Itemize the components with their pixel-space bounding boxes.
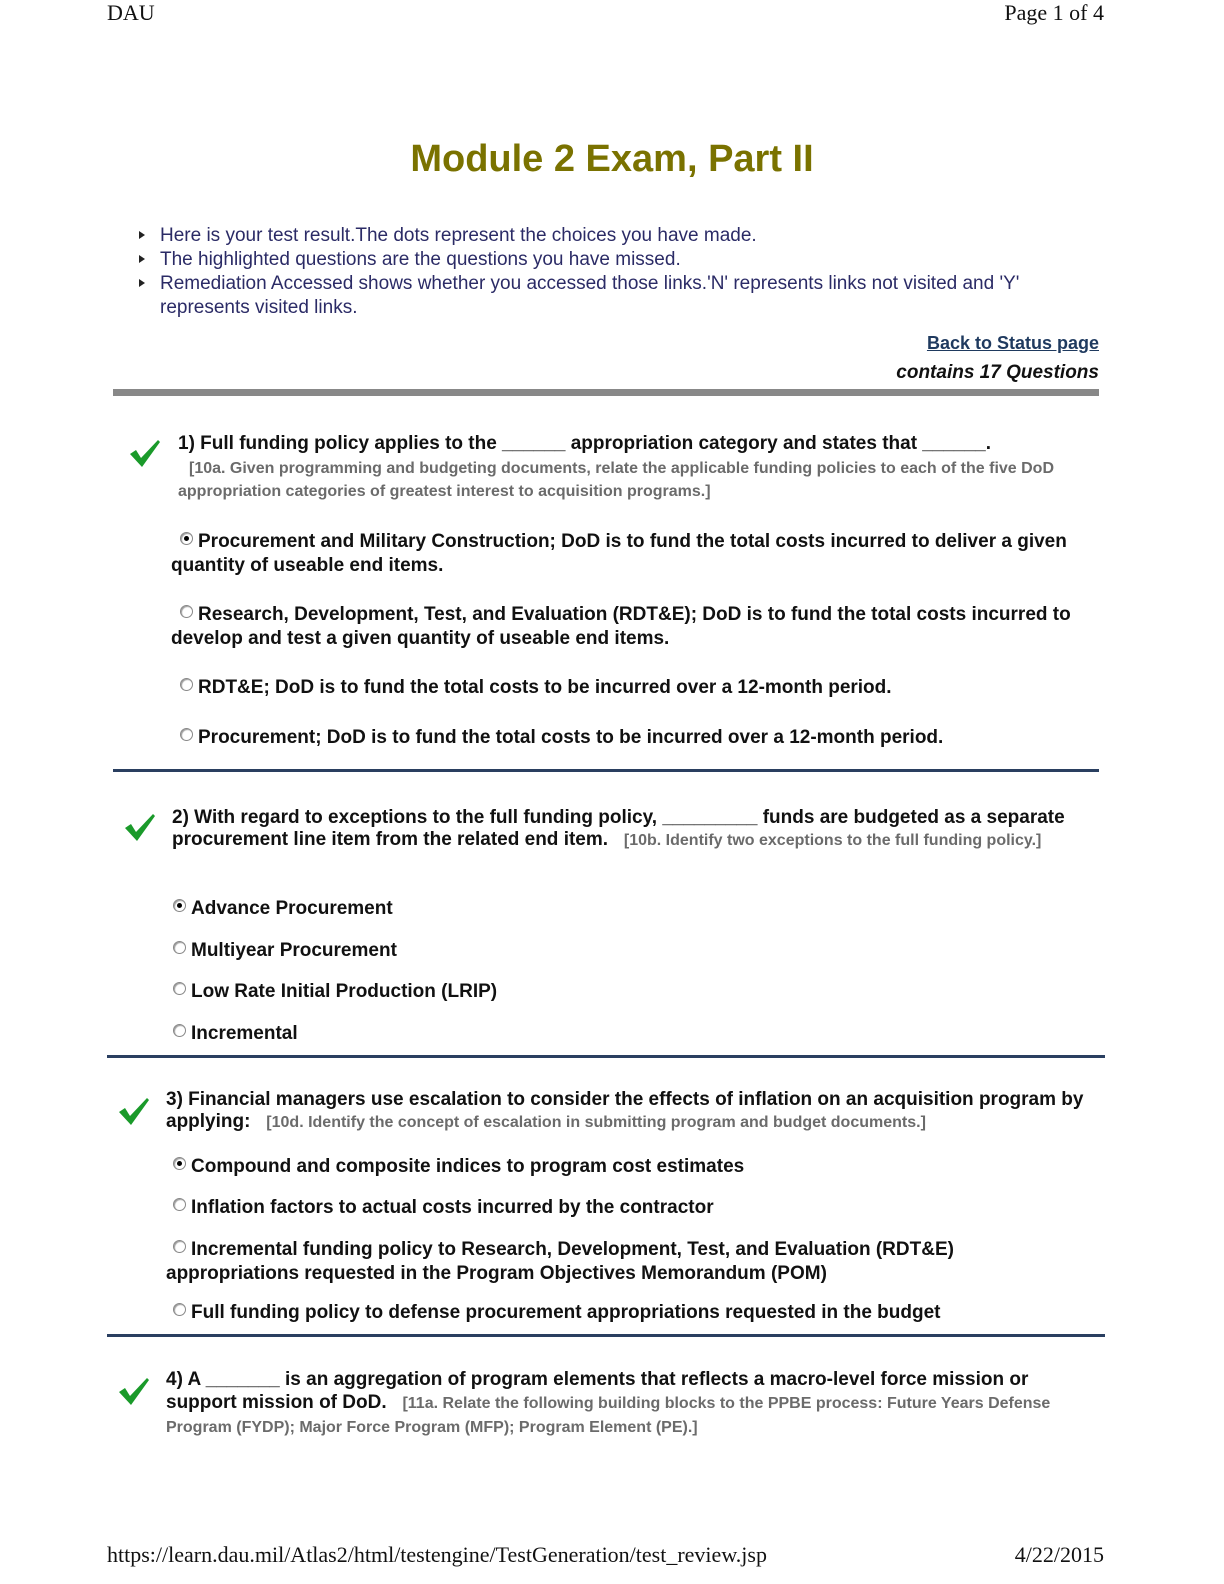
correct-check-icon: [117, 1376, 151, 1406]
option-label: Low Rate Initial Production (LRIP): [191, 981, 498, 1002]
question-objective: [10b. Identify two exceptions to the full funding policy.]: [623, 832, 1042, 849]
radio-unselected[interactable]: [173, 1198, 186, 1211]
radio-unselected[interactable]: [180, 678, 193, 691]
correct-check-icon: [128, 438, 162, 468]
option-label: Incremental funding policy to Research, Development, Test, and Evaluation (RDT&E) appropriations requested in the Program Objectives Memorandum (POM): [166, 1239, 954, 1284]
question-count: contains 17 Questions: [896, 362, 1099, 383]
option-label: Advance Procurement: [191, 898, 393, 919]
back-to-status-link[interactable]: Back to Status page: [926, 333, 1099, 353]
option-label: Research, Development, Test, and Evaluation (RDT&E); DoD is to fund the total costs incurred to develop and test a given quantity of useable end items.: [171, 604, 1071, 649]
radio-selected[interactable]: [173, 1157, 186, 1170]
radio-unselected[interactable]: [173, 1024, 186, 1037]
page-title: Module 2 Exam, Part II: [410, 138, 814, 180]
question-text: 4) A _______ is an aggregation of program elements that reflects a macro-level force mission or support mission of DoD. [11a. Relate the following building blocks to the PPBE process: Future Years Defense Program (FYDP); Major Force Program (MFP); Program Element (PE).]: [166, 1369, 1051, 1436]
answer-option[interactable]: [171, 530, 1071, 578]
question-text: 1) Full funding policy applies to the ______ appropriation category and states that ______.: [178, 433, 991, 454]
answer-option[interactable]: [166, 1238, 1016, 1286]
correct-check-icon: [123, 812, 157, 842]
instructions: [135, 224, 1065, 320]
footer-date: 4/22/2015: [1014, 1542, 1104, 1567]
page-number: Page 1 of 4: [1004, 0, 1104, 25]
question-text: 2) With regard to exceptions to the full funding policy, _________ funds are budgeted as a separate procurement line item from the related end item. [10b. Identify two exceptions to the full funding policy.]: [172, 807, 1065, 850]
option-label: Multiyear Procurement: [191, 940, 397, 961]
footer-url: https://learn.dau.mil/Atlas2/html/testengine/TestGeneration/test_review.jsp: [107, 1542, 767, 1567]
option-label: RDT&E; DoD is to fund the total costs to be incurred over a 12-month period.: [198, 677, 892, 698]
radio-selected[interactable]: [180, 532, 193, 545]
question-objective: [10d. Identify the concept of escalation in submitting program and budget documents.]: [266, 1114, 926, 1131]
instruction-item: Remediation Accessed shows whether you accessed those links.'N' represents links not visited and 'Y' represents visited links.: [135, 272, 1065, 320]
radio-unselected[interactable]: [173, 1303, 186, 1316]
correct-check-icon: [117, 1096, 151, 1126]
option-label: Incremental: [191, 1023, 298, 1044]
option-label: Full funding policy to defense procurement appropriations requested in the budget: [191, 1302, 941, 1323]
answer-option[interactable]: [173, 1155, 744, 1179]
option-label: Inflation factors to actual costs incurred by the contractor: [191, 1197, 714, 1218]
answer-option[interactable]: [173, 980, 497, 1004]
divider: [107, 1055, 1105, 1058]
answer-option[interactable]: [173, 939, 397, 963]
question-text: 3) Financial managers use escalation to consider the effects of inflation on an acquisition program by applying: [10d. Identify the concept of escalation in submitting program and budget documents.]: [166, 1089, 1084, 1132]
answer-option[interactable]: [180, 676, 1100, 700]
option-label: Procurement and Military Construction; DoD is to fund the total costs incurred to deliver a given quantity of useable end items.: [171, 531, 1067, 576]
answer-option[interactable]: [171, 603, 1101, 651]
instruction-item: Here is your test result.The dots represent the choices you have made.: [135, 224, 1065, 248]
answer-option[interactable]: [173, 1301, 941, 1325]
divider: [113, 769, 1099, 772]
radio-unselected[interactable]: [180, 605, 193, 618]
answer-option[interactable]: [173, 897, 393, 921]
radio-unselected[interactable]: [173, 982, 186, 995]
answer-option[interactable]: [180, 726, 1100, 750]
answer-option[interactable]: [173, 1022, 298, 1046]
radio-unselected[interactable]: [173, 941, 186, 954]
instruction-item: The highlighted questions are the questions you have missed.: [135, 248, 1065, 272]
header-left: DAU: [107, 0, 155, 25]
option-label: Procurement; DoD is to fund the total costs to be incurred over a 12-month period.: [198, 727, 944, 748]
option-label: Compound and composite indices to program cost estimates: [191, 1156, 745, 1177]
divider: [107, 1334, 1105, 1337]
radio-selected[interactable]: [173, 899, 186, 912]
question-objective: [10a. Given programming and budgeting documents, relate the applicable funding policies to each of the five DoD appropriation categories of greatest interest to acquisition programs.]: [178, 460, 1055, 500]
question-objective: [11a. Relate the following building blocks to the PPBE process: Future Years Defense Program (FYDP); Major Force Program (MFP); Program Element (PE).]: [166, 1395, 1051, 1436]
radio-unselected[interactable]: [180, 728, 193, 741]
divider: [113, 389, 1099, 396]
answer-option[interactable]: [173, 1196, 714, 1220]
radio-unselected[interactable]: [173, 1240, 186, 1253]
